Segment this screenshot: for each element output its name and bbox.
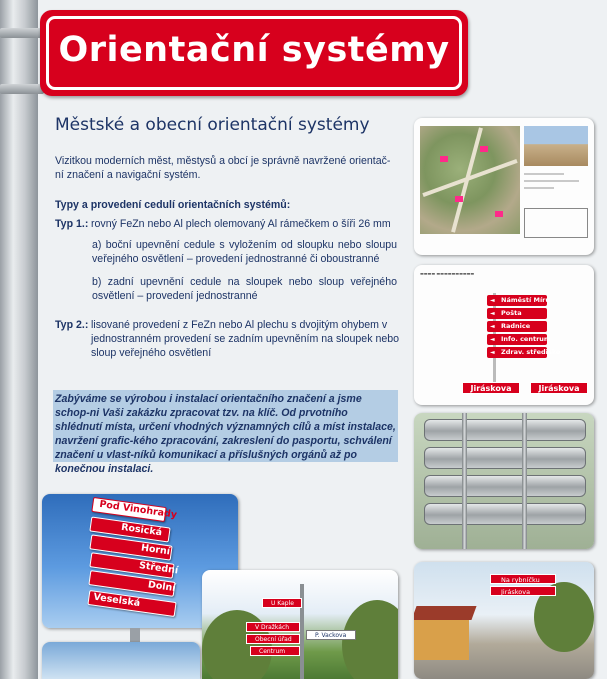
diagram-sign: ◄ Radnice — [487, 321, 547, 332]
sign-diagram-image: ▬▬▬▬ ▬▬▬▬▬▬▬▬▬▬ ◄ Náměstí Míru ◄ Pošta ◄ Radnice ◄ Info. centrum ◄ Zdrav. středisko Jiráskova Jiráskova — [414, 265, 594, 405]
sign-pole — [0, 0, 38, 679]
type2-text: lisované provedení z FeZn nebo Al plechu s dvojitým ohybem v jednostranném provedení se zadním upevněním na sloupek nebo sloup veřejného osvětlení — [91, 319, 400, 359]
street-sign: Jiráskova — [490, 586, 556, 596]
type1-option-a: a) boční upevnění cedule s vyložením od sloupku nebo sloupu veřejného osvětlení – provedení jednostranné či oboustranné — [92, 239, 397, 265]
street-sign: Na rybníčku — [490, 574, 556, 584]
section-subtitle: Městské a obecní orientační systémy — [55, 115, 370, 135]
pole-clamp — [0, 84, 44, 94]
title-sign — [40, 10, 468, 96]
street-signs-photo — [202, 570, 398, 679]
page-title: Orientační systémy — [58, 30, 450, 70]
diagram-street-sign: Jiráskova — [530, 382, 588, 394]
type1-option-b: b) zadní upevnění cedule na sloupek nebo sloup veřejného osvětlení – provedení jednostranné — [92, 276, 397, 302]
street-direction-sign: V Dražkách — [246, 622, 300, 632]
diagram-street-sign: Jiráskova — [462, 382, 520, 394]
type2-label: Typ 2.: — [55, 319, 89, 331]
diagram-sign: ◄ Náměstí Míru — [487, 295, 547, 306]
aerial-map — [420, 126, 520, 234]
direction-sign: Dolní — [88, 570, 175, 597]
pole-clamp — [0, 28, 44, 38]
intro-paragraph: Vizitkou moderních měst, městysů a obcí je správně navržené orientač-ní značení a navigační systém. — [55, 155, 391, 181]
street-photo — [414, 562, 594, 679]
diagram-sign: ◄ Zdrav. středisko — [487, 347, 547, 358]
direction-sign: Střední — [89, 552, 174, 579]
types-heading: Typy a provedení cedulí orientačních systémů: — [55, 199, 291, 211]
highlight-paragraph: Zabýváme se výrobou i instalací orientačního značení a jsme schop-ni Vaši zakázku zpracovat tzv. na klíč. Od prvotního shlédnutí místa, určení vhodných významných cílů a míst instalace, navržení grafic-kého zpracování, zakreslení do pasportu, schválení značení u vlast-níků komunikací a příslušných orgánů až po konečnou instalaci. — [55, 393, 396, 475]
metal-signs-photo — [414, 413, 594, 549]
direction-sign: Pod Vinohrady — [91, 497, 166, 522]
street-direction-sign: Centrum — [250, 646, 300, 656]
house-photo — [524, 126, 588, 166]
street-direction-sign: U Kaple — [262, 598, 302, 608]
park-photo — [42, 642, 200, 679]
diagram-sign: ◄ Pošta — [487, 308, 547, 319]
type1-text: rovný FeZn nebo Al plech olemovaný Al rámečkem o šíři 26 mm — [91, 218, 391, 230]
street-direction-sign: Obecní úřad — [246, 634, 300, 644]
map-plan-image — [414, 118, 594, 255]
type1-label: Typ 1.: — [55, 218, 89, 230]
type1-row — [55, 217, 400, 233]
direction-sign: Veselská — [87, 590, 176, 617]
type2-row — [55, 318, 400, 362]
direction-sign: Rosická — [89, 517, 170, 543]
street-direction-sign: P. Vackova — [306, 630, 356, 640]
plan-stamp — [524, 208, 588, 238]
direction-sign: Horní — [89, 534, 172, 560]
diagram-sign: ◄ Info. centrum — [487, 334, 547, 345]
